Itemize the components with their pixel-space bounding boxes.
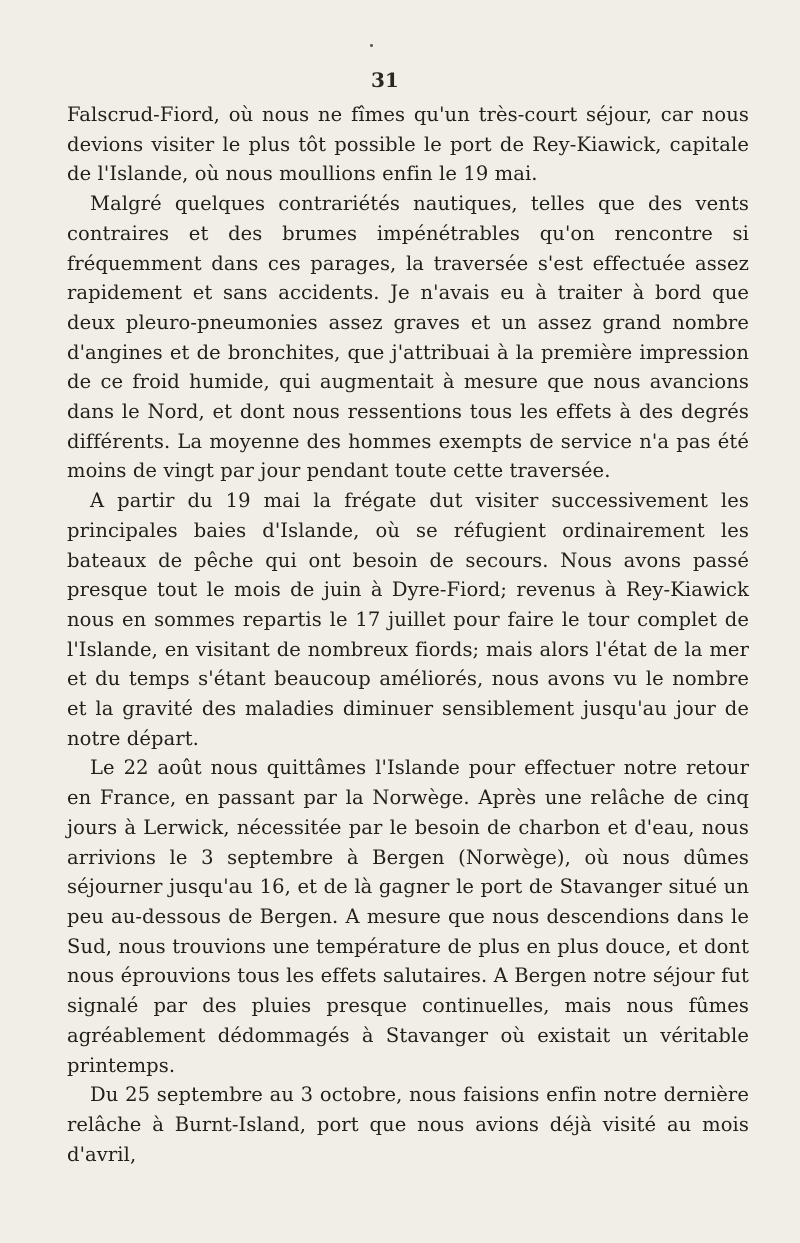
page-number: 31 bbox=[371, 68, 399, 92]
paragraph-5: Du 25 septembre au 3 octobre, nous faisions enfin notre dernière relâche à Burnt-Island, port que nous avions déjà visité au mois d'avril, bbox=[67, 1083, 749, 1166]
paragraph-3: A partir du 19 mai la frégate dut visiter successivement les principales baies d'Islande, où se réfugient ordinairement les bateaux de pêche qui ont besoin de secours. Nous avons passé presque tout le mois de juin à Dyre-Fiord; revenus à Rey-Kiawick nous en sommes repartis le 17 juillet pour faire le tour complet de l'Islande, en visitant de nombreux fiords; mais alors l'état de la mer et du temps s'étant beaucoup améliorés, nous avons vu le nombre et la gravité des maladies diminuer sensiblement jusqu'au jour de notre départ. bbox=[67, 489, 749, 750]
ink-speck bbox=[370, 44, 373, 47]
paragraph-4: Le 22 août nous quittâmes l'Islande pour effectuer notre retour en France, en passant par la Norwège. Après une relâche de cinq jours à Lerwick, nécessitée par le besoin de charbon et d'eau, nous arrivions le 3 septembre à Bergen (Norwège), où nous dûmes séjourner jusqu'au 16, et de là gagner le port de Stavanger situé un peu au-dessous de Bergen. A mesure que nous descendions dans le Sud, nous trouvions une température de plus en plus douce, et dont nous éprouvions tous les effets salutaires. A Bergen notre séjour fut signalé par des pluies presque continuelles, mais nous fûmes agréablement dédommagés à Stavanger où existait un véritable printemps. bbox=[67, 756, 749, 1077]
paragraph-2: Malgré quelques contrariétés nautiques, telles que des vents contraires et des brumes impénétrables qu'on rencontre si fréquemment dans ces parages, la traversée s'est effectuée assez rapidement et sans accidents. Je n'avais eu à traiter à bord que deux pleuro-pneumonies assez graves et un assez grand nombre d'angines et de bronchites, que j'attribuai à la première impression de ce froid humide, qui augmentait à mesure que nous avancions dans le Nord, et dont nous ressentions tous les effets à des degrés différents. La moyenne des hommes exempts de service n'a pas été moins de vingt par jour pendant toute cette traversée. bbox=[67, 192, 749, 483]
body-text bbox=[67, 100, 749, 1169]
paragraph-1: Falscrud-Fiord, où nous ne fîmes qu'un très-court séjour, car nous devions visiter le plus tôt possible le port de Rey-Kiawick, capitale de l'Islande, où nous moullions enfin le 19 mai. bbox=[67, 103, 749, 186]
